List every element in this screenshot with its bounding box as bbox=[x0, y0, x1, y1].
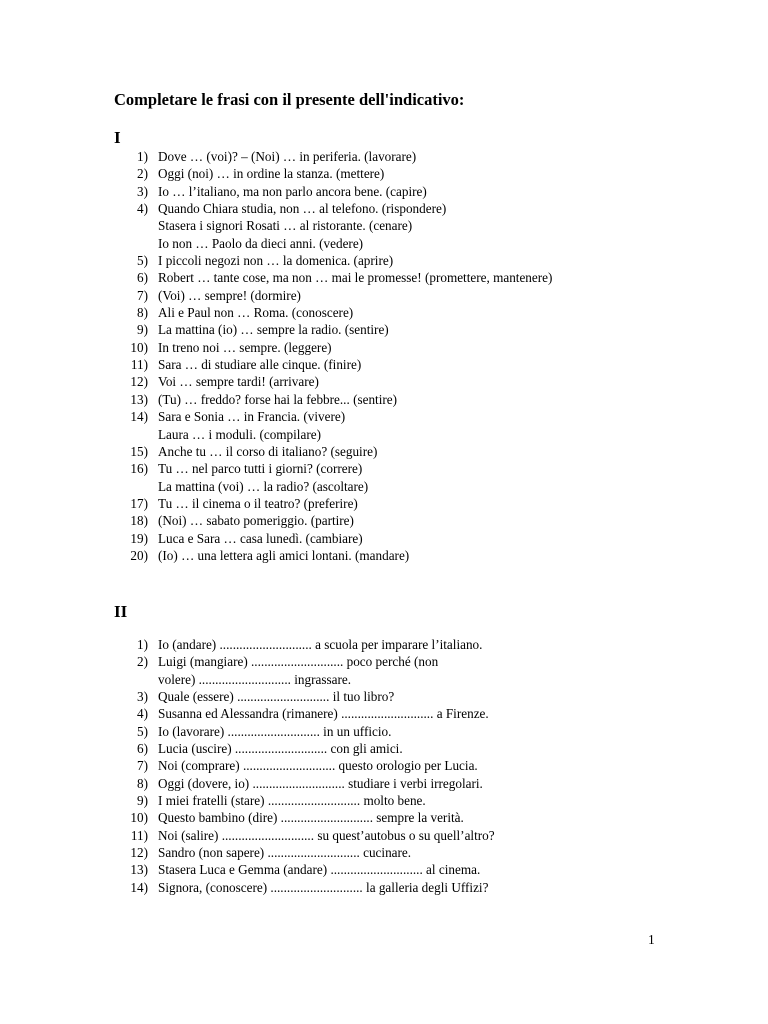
exercise-text: Anche tu … il corso di italiano? (seguire) bbox=[158, 443, 378, 459]
exercise-number: 9) bbox=[137, 322, 148, 338]
exercise-row bbox=[116, 879, 756, 896]
exercise-text: Io non … Paolo da dieci anni. (vedere) bbox=[158, 235, 364, 251]
exercise-text: Tu … nel parco tutti i giorni? (correre) bbox=[158, 461, 363, 477]
exercise-row bbox=[116, 148, 756, 165]
exercise-number: 8) bbox=[137, 775, 148, 791]
exercise-row bbox=[116, 671, 756, 688]
exercise-row bbox=[116, 217, 756, 234]
exercise-text: Robert … tante cose, ma non … mai le promesse! (promettere, mantenere) bbox=[158, 270, 553, 286]
exercise-text: (Io) … una lettera agli amici lontani. (mandare) bbox=[158, 547, 410, 563]
exercise-row bbox=[116, 339, 756, 356]
exercise-row bbox=[116, 165, 756, 182]
exercise-row bbox=[116, 443, 756, 460]
exercise-text: Sandro (non sapere) ............................ cucinare. bbox=[158, 845, 412, 861]
exercise-text: volere) ............................ ingrassare. bbox=[158, 671, 352, 687]
exercise-number: 12) bbox=[130, 845, 148, 861]
page-number: 1 bbox=[648, 932, 655, 947]
exercise-row bbox=[116, 235, 756, 252]
exercise-number: 15) bbox=[130, 443, 148, 459]
exercise-row bbox=[116, 705, 756, 722]
exercise-text: Io … l’italiano, ma non parlo ancora bene. (capire) bbox=[158, 183, 427, 199]
section-heading-i: I bbox=[114, 128, 121, 147]
exercise-text: Oggi (noi) … in ordine la stanza. (mettere) bbox=[158, 166, 385, 182]
exercise-number: 13) bbox=[130, 862, 148, 878]
exercise-row bbox=[116, 200, 756, 217]
exercise-row bbox=[116, 688, 756, 705]
exercise-number: 11) bbox=[130, 357, 148, 373]
exercise-text: In treno noi … sempre. (leggere) bbox=[158, 339, 332, 355]
exercise-row bbox=[116, 391, 756, 408]
exercise-text: Quale (essere) ............................ il tuo libro? bbox=[158, 689, 395, 705]
exercise-text: (Voi) … sempre! (dormire) bbox=[158, 287, 301, 303]
exercise-number: 7) bbox=[137, 758, 148, 774]
exercise-row bbox=[116, 653, 756, 670]
exercise-number: 10) bbox=[130, 810, 148, 826]
exercise-row bbox=[116, 460, 756, 477]
exercise-row bbox=[116, 861, 756, 878]
exercise-number: 17) bbox=[130, 495, 148, 511]
exercise-row bbox=[116, 478, 756, 495]
exercise-text: La mattina (io) … sempre la radio. (sentire) bbox=[158, 322, 389, 338]
exercise-text: Noi (comprare) ............................ questo orologio per Lucia. bbox=[158, 758, 478, 774]
exercise-number: 3) bbox=[137, 689, 148, 705]
exercise-row bbox=[116, 269, 756, 286]
exercise-number: 1) bbox=[137, 149, 148, 164]
exercise-row bbox=[116, 287, 756, 304]
exercise-row bbox=[116, 304, 756, 321]
exercise-row bbox=[116, 408, 756, 425]
exercise-row bbox=[116, 426, 756, 443]
exercise-text: Quando Chiara studia, non … al telefono. (rispondere) bbox=[158, 201, 447, 217]
exercise-number: 5) bbox=[137, 723, 148, 739]
exercise-text: Stasera i signori Rosati … al ristorante. (cenare) bbox=[158, 218, 413, 234]
exercise-row bbox=[116, 495, 756, 512]
exercise-number: 14) bbox=[130, 879, 148, 895]
exercise-text: Stasera Luca e Gemma (andare) ............................ al cinema. bbox=[158, 862, 481, 878]
exercise-number: 19) bbox=[130, 530, 148, 546]
section-heading-ii: II bbox=[114, 602, 128, 621]
exercise-text: Dove … (voi)? – (Noi) … in periferia. (lavorare) bbox=[158, 149, 417, 164]
exercise-text: Sara … di studiare alle cinque. (finire) bbox=[158, 357, 362, 373]
exercise-text: Lucia (uscire) ............................ con gli amici. bbox=[158, 741, 403, 757]
exercise-row bbox=[116, 373, 756, 390]
exercise-row bbox=[116, 844, 756, 861]
exercise-text: Tu … il cinema o il teatro? (preferire) bbox=[158, 495, 358, 511]
exercise-row bbox=[116, 636, 756, 653]
exercise-row bbox=[116, 827, 756, 844]
exercise-text: Luigi (mangiare) ............................ poco perché (non bbox=[158, 654, 439, 670]
exercise-number: 8) bbox=[137, 305, 148, 321]
exercise-number: 14) bbox=[130, 409, 148, 425]
exercise-number: 16) bbox=[130, 461, 148, 477]
exercise-text: Ali e Paul non … Roma. (conoscere) bbox=[158, 305, 354, 321]
exercise-number: 2) bbox=[137, 654, 148, 670]
exercise-number: 7) bbox=[137, 287, 148, 303]
exercise-text: Sara e Sonia … in Francia. (vivere) bbox=[158, 409, 346, 425]
exercise-text: Io (lavorare) ............................ in un ufficio. bbox=[158, 723, 392, 739]
exercise-number: 4) bbox=[137, 201, 148, 217]
exercise-row bbox=[116, 775, 756, 792]
exercise-row bbox=[116, 530, 756, 547]
exercise-text: La mattina (voi) … la radio? (ascoltare) bbox=[158, 478, 369, 494]
exercise-text: I piccoli negozi non … la domenica. (aprire) bbox=[158, 253, 394, 269]
exercise-row bbox=[116, 183, 756, 200]
exercise-row bbox=[116, 512, 756, 529]
exercise-text: (Tu) … freddo? forse hai la febbre... (sentire) bbox=[158, 391, 397, 407]
exercise-number: 11) bbox=[130, 827, 148, 843]
exercise-text: (Noi) … sabato pomeriggio. (partire) bbox=[158, 513, 354, 529]
exercise-row bbox=[116, 252, 756, 269]
exercise-number: 4) bbox=[137, 706, 148, 722]
exercise-text: Io (andare) ............................ a scuola per imparare l’italiano. bbox=[158, 637, 483, 652]
exercise-row bbox=[116, 740, 756, 757]
exercise-text: I miei fratelli (stare) ............................ molto bene. bbox=[158, 793, 426, 809]
exercise-text: Signora, (conoscere) ............................ la galleria degli Uffizi? bbox=[158, 879, 489, 895]
exercise-number: 2) bbox=[137, 166, 148, 182]
exercise-text: Questo bambino (dire) ............................ sempre la verità. bbox=[158, 810, 464, 826]
exercise-list-i bbox=[116, 148, 756, 564]
page-title: Completare le frasi con il presente dell'indicativo: bbox=[114, 90, 465, 109]
exercise-row bbox=[116, 792, 756, 809]
exercise-number: 1) bbox=[137, 637, 148, 652]
exercise-number: 20) bbox=[130, 547, 148, 563]
exercise-row bbox=[116, 809, 756, 826]
exercise-row bbox=[116, 321, 756, 338]
exercise-row bbox=[116, 723, 756, 740]
exercise-number: 3) bbox=[137, 183, 148, 199]
exercise-number: 10) bbox=[130, 339, 148, 355]
exercise-number: 5) bbox=[137, 253, 148, 269]
exercise-number: 6) bbox=[137, 270, 148, 286]
exercise-text: Susanna ed Alessandra (rimanere) ............................ a Firenze. bbox=[158, 706, 489, 722]
exercise-text: Oggi (dovere, io) ............................ studiare i verbi irregolari. bbox=[158, 775, 483, 791]
exercise-text: Noi (salire) ............................ su quest’autobus o su quell’altro? bbox=[158, 827, 495, 843]
exercise-number: 6) bbox=[137, 741, 148, 757]
exercise-number: 18) bbox=[130, 513, 148, 529]
exercise-row bbox=[116, 356, 756, 373]
exercise-row bbox=[116, 757, 756, 774]
exercise-list-ii bbox=[116, 636, 756, 896]
exercise-text: Voi … sempre tardi! (arrivare) bbox=[158, 374, 319, 390]
exercise-number: 12) bbox=[130, 374, 148, 390]
exercise-text: Luca e Sara … casa lunedì. (cambiare) bbox=[158, 530, 363, 546]
exercise-text: Laura … i moduli. (compilare) bbox=[158, 426, 321, 442]
exercise-row bbox=[116, 547, 756, 564]
exercise-number: 9) bbox=[137, 793, 148, 809]
exercise-number: 13) bbox=[130, 391, 148, 407]
